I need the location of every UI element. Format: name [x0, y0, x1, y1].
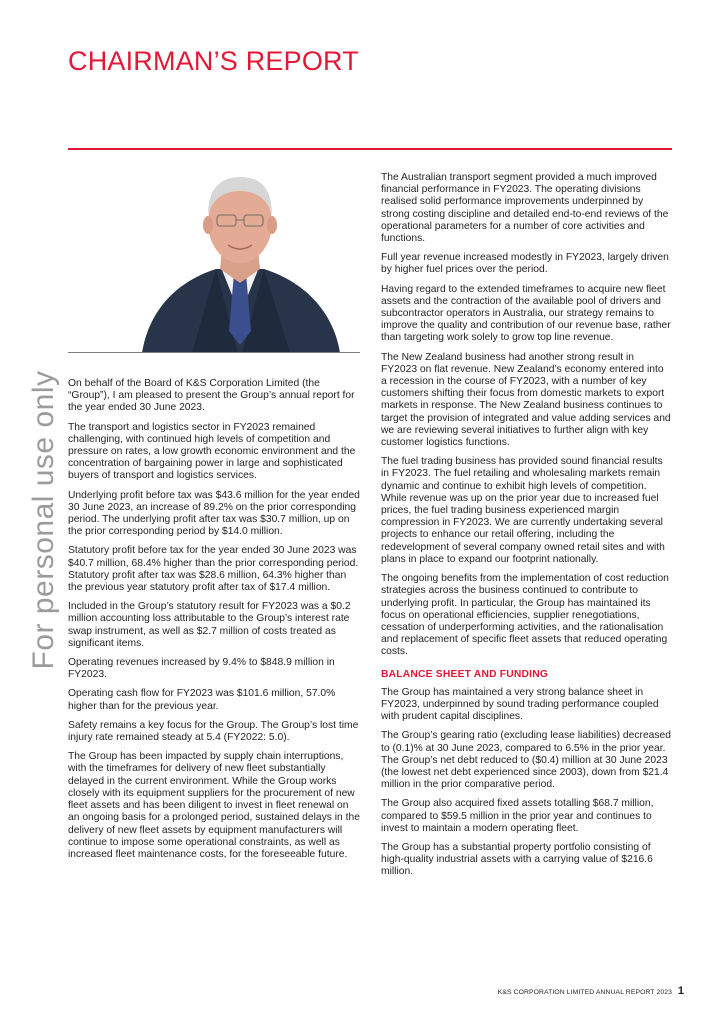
paragraph: Statutory profit before tax for the year ended 30 June 2023 was $40.7 million, 68.4% higher than the prior corresponding period. Statutory profit after tax was $28.6 million, 64.3% higher than the previous year statutory profit after tax of $17.4 million.: [68, 545, 359, 594]
paragraph: The ongoing benefits from the implementation of cost reduction strategies across the business continued to contribute to underlying profit. In particular, the Group has maintained its focus on operational efficiencies, supplier renegotiations, cessation of underperforming activities, and the rationalisation and replacement of specific fleet assets that reduced operating costs.: [381, 573, 669, 658]
chairman-portrait: [120, 165, 360, 353]
paragraph: On behalf of the Board of K&S Corporation Limited (the “Group”), I am pleased to present the Group’s annual report for the year ended 30 June 2023.: [68, 378, 355, 414]
left-column: [68, 378, 360, 868]
paragraph: Underlying profit before tax was $43.6 million for the year ended 30 June 2023, an increase of 89.2% on the prior corresponding period. The underlying profit after tax was $30.7 million, up on the prior corresponding period by $14.0 million.: [68, 489, 360, 538]
title-divider: [68, 148, 672, 150]
paragraph: Operating cash flow for FY2023 was $101.6 million, 57.0% higher than for the previous year.: [68, 688, 336, 712]
paragraph: The Group has been impacted by supply chain interruptions, with the timeframes for delivery of new fleet substantially delayed in the current environment. While the Group works closely with its equipment suppliers for the procurement of new fleet assets and has been diligent to invest in fleet renewal on an ongoing basis for a prolonged period, sustained delays in the delivery of new fleet assets by equipment manufacturers will continue to impose some operational constraints, as well as increased fleet maintenance costs, for the foreseeable future.: [68, 751, 360, 860]
paragraph: Having regard to the extended timeframes to acquire new fleet assets and the contraction of the available pool of drivers and subcontractor operators in Australia, our strategy remains to improve the quality and contribution of our revenue base, rather than targeting work solely to grow top line revenue.: [381, 283, 671, 344]
paragraph: The Group has a substantial property portfolio consisting of high-quality industrial assets with a carrying value of $216.6 million.: [381, 841, 653, 878]
paragraph: The Group has maintained a very strong balance sheet in FY2023, underpinned by sound trading performance coupled with prudent capital disciplines.: [381, 686, 659, 723]
paragraph: The Group also acquired fixed assets totalling $68.7 million, compared to $59.5 million in the prior year and continues to invest to maintain a modern operating fleet.: [381, 798, 654, 834]
paragraph: The fuel trading business has provided sound financial results in FY2023. The fuel retailing and wholesaling markets remain dynamic and continue to exhibit high levels of competition. While revenue was up on the prior year due to increased fuel prices, the fuel trading business experienced margin compression in FY2023. We are currently undertaking several projects to enhance our retail offering, including the redevelopment of several company owned retail sites and with plans in place to expand our footprint nationally.: [381, 456, 665, 565]
page-title: CHAIRMAN’S REPORT: [68, 46, 359, 76]
paragraph: Safety remains a key focus for the Group. The Group’s lost time injury rate remained steady at 5.4 (FY2022: 5.0).: [68, 719, 359, 744]
paragraph: Included in the Group’s statutory result for FY2023 was a $0.2 million accounting loss attributable to the Group’s interest rate swap instrument, as well as $2.7 million of costs treated as significant items.: [68, 601, 351, 649]
paragraph: The transport and logistics sector in FY2023 remained challenging, with continued high levels of competition and pressure on rates, a low growth economic environment and the concentration of bargaining power in large and sophisticated buyers of transport and logistics services.: [68, 421, 356, 482]
paragraph: The Australian transport segment provided a much improved financial performance in FY2023. The operating divisions realised solid performance improvements underpinned by strong costing discipline and detailed end-to-end reviews of the operational parameters for a number of core activities and functions.: [381, 172, 669, 245]
portrait-divider: [68, 352, 360, 353]
page-footer: K&S CORPORATION LIMITED ANNUAL REPORT 2023: [497, 989, 672, 996]
watermark-text: For personal use only: [27, 370, 60, 670]
paragraph: Operating revenues increased by 9.4% to $848.9 million in FY2023.: [68, 657, 335, 681]
right-column: [381, 172, 672, 886]
paragraph: The Group’s gearing ratio (excluding lease liabilities) decreased to (0.1)% at 30 June 2023, compared to 6.5% in the prior year. The Group’s net debt reduced to ($0.4) million at 30 June 2023 (the lowest net debt experienced since 2003), down from $21.4 million in the prior comparative period.: [381, 730, 671, 791]
paragraph: The New Zealand business had another strong result in FY2023 on flat revenue. New Zealand’s economy entered into a recession in the course of FY2023, with a number of key customers shifting their focus from domestic markets to export markets in response. The New Zealand business continues to target the provision of integrated and value adding services and we are reviewing several initiatives to further align with key customer logistics functions.: [381, 351, 671, 449]
page-number: 1: [677, 985, 684, 997]
paragraph: Full year revenue increased modestly in FY2023, largely driven by higher fuel prices over the period.: [381, 252, 669, 276]
section-heading-balance-sheet: BALANCE SHEET AND FUNDING: [381, 668, 549, 680]
